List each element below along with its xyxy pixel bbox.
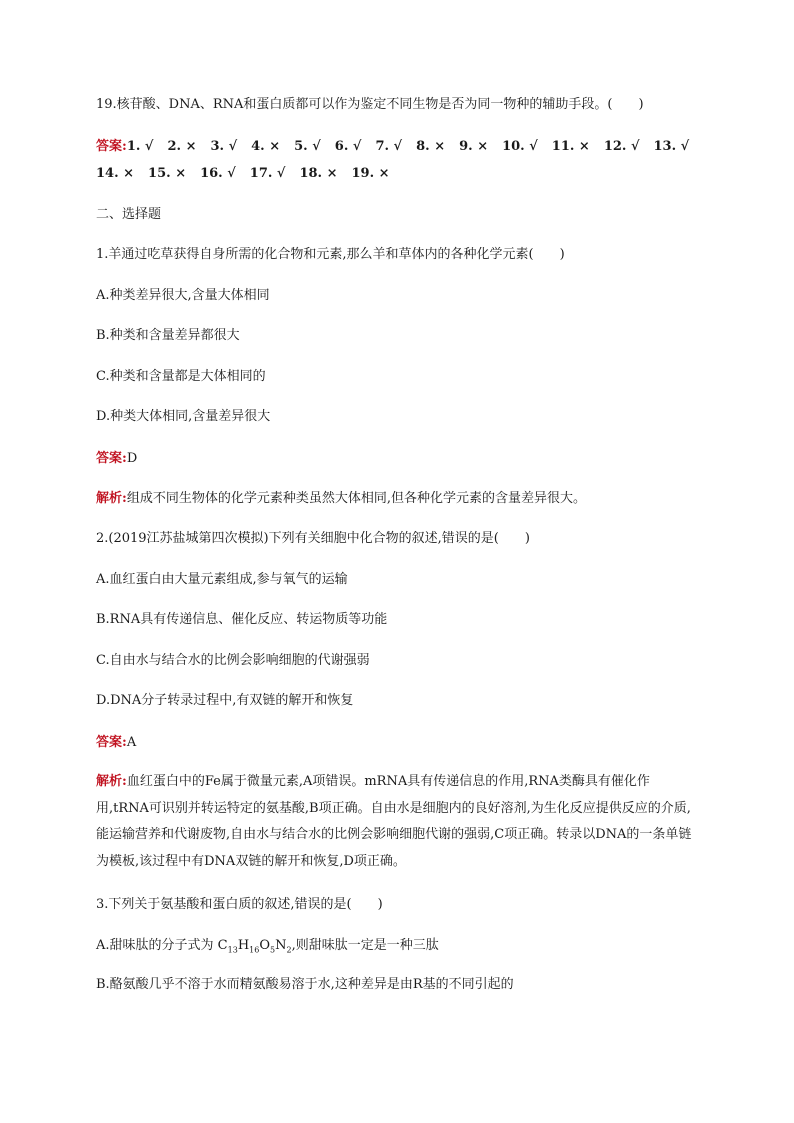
question-2-option-d: D.DNA分子转录过程中,有双链的解开和恢复 [96,693,354,708]
tf-answer: 3. √ [210,139,238,154]
question-1-option-d: D.种类大体相同,含量差异很大 [96,409,271,424]
tf-answer: 5. √ [294,139,321,154]
tf-answer: 9. × [459,139,489,154]
option-a-suffix: ,则甜味肽一定是一种三肽 [291,938,439,953]
question-3-option-a [96,937,439,960]
question-1-analysis [96,490,586,508]
question-1-option-c: C.种类和含量都是大体相同的 [96,369,266,384]
question-1-option-a: A.种类差异很大,含量大体相同 [96,288,270,303]
question-3-stem: 3.下列关于氨基酸和蛋白质的叙述,错误的是( ) [96,897,383,912]
question-3-option-b: B.酪氨酸几乎不溶于水而精氨酸易溶于水,这种差异是由R基的不同引起的 [96,977,514,992]
analysis-label: 解析: [96,491,127,506]
tf-answer: 16. √ [200,166,236,181]
question-1-answer [96,450,137,468]
tf-answer: 15. × [148,166,187,181]
tf-answer: 12. √ [603,139,640,154]
answer-value: D [126,451,138,466]
answer-value: A [126,735,137,750]
chemical-formula: $C_{13}H_{16}O_5N_2$ [217,938,292,955]
question-1-stem: 1.羊通过吃草获得自身所需的化合物和元素,那么羊和草体内的各种化学元素( ) [96,247,565,262]
tf-answer: 1. √ [126,139,154,154]
tf-answer: 7. √ [375,139,403,154]
question-2-option-a: A.血红蛋白由大量元素组成,参与氧气的运输 [96,572,348,587]
tf-answer: 10. √ [502,139,538,154]
tf-answer: 18. × [299,166,338,181]
question-19: 19.核苷酸、DNA、RNA和蛋白质都可以作为鉴定不同生物是否为同一物种的辅助手段。( ) [96,97,644,112]
tf-answer: 2. × [167,139,197,154]
tf-answer: 19. × [351,166,390,181]
analysis-text: 血红蛋白中的Fe属于微量元素,A项错误。mRNA具有传递信息的作用,RNA类酶具有催化作用,tRNA可识别并转运特定的氨基酸,B项正确。自由水是细胞内的良好溶剂,为生化反应提供反应的介质,能运输营养和代谢废物,自由水与结合水的比例会影响细胞代谢的强弱,C项正确。转录以DNA的一条单链为模板,该过程中有DNA双链的解开和恢复,D项正确。 [96,774,692,869]
question-1-option-b: B.种类和含量差异都很大 [96,328,240,343]
analysis-text: 组成不同生物体的化学元素种类虽然大体相同,但各种化学元素的含量差异很大。 [126,491,586,506]
answer-label: 答案: [96,139,127,154]
question-2-analysis [96,769,696,875]
question-2-stem: 2.(2019江苏盐城第四次模拟)下列有关细胞中化合物的叙述,错误的是( ) [96,531,530,546]
tf-answers-row-1 [96,138,689,156]
question-2-option-c: C.自由水与结合水的比例会影响细胞的代谢强弱 [96,653,370,668]
tf-answer: 4. × [251,139,281,154]
tf-answers-row-2 [96,165,404,183]
tf-answer: 13. √ [653,139,690,154]
option-a-prefix: A.甜味肽的分子式为 [96,938,214,953]
answer-label: 答案: [96,735,127,750]
tf-answer: 17. √ [249,166,286,181]
tf-answer: 6. √ [334,139,362,154]
analysis-label: 解析: [96,774,127,789]
tf-answer: 14. × [96,166,135,181]
section-title: 二、选择题 [96,207,162,222]
tf-answer: 8. × [416,139,446,154]
question-2-option-b: B.RNA具有传递信息、催化反应、转运物质等功能 [96,612,388,627]
tf-answer: 11. × [551,139,590,154]
answer-label: 答案: [96,451,127,466]
question-2-answer [96,734,136,752]
